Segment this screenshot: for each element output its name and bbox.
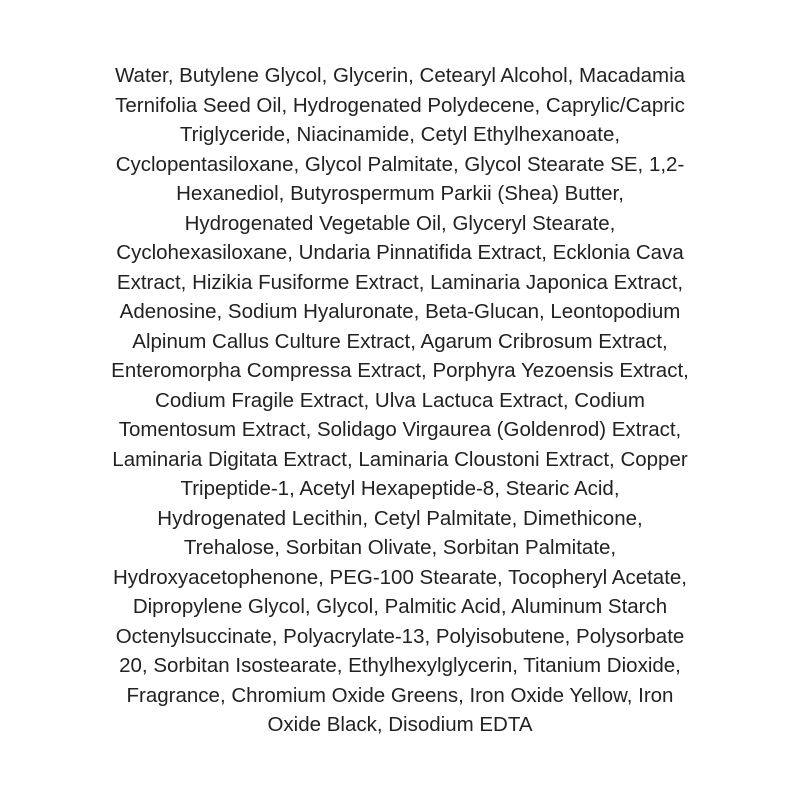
ingredients-line-15: Tripeptide-1, Acetyl Hexapeptide-8, Stearic Acid, [180,477,620,500]
ingredients-line-23: Oxide Black, Disodium EDTA [267,713,533,736]
ingredients-line-12: Codium Fragile Extract, Ulva Lactuca Extract, Codium [155,388,645,412]
ingredients-line-7: Cyclohexasiloxane, Undaria Pinnatifida Extract, Ecklonia Cava [116,241,684,264]
ingredients-line-8: Extract, Hizikia Fusiforme Extract, Laminaria Japonica Extract, [116,270,684,294]
ingredients-line-9: Adenosine, Sodium Hyaluronate, Beta-Glucan, Leontopodium [119,300,681,323]
ingredients-line-17: Trehalose, Sorbitan Olivate, Sorbitan Palmitate, [183,536,617,559]
ingredients-line-14: Laminaria Digitata Extract, Laminaria Cloustoni Extract, Copper [112,447,688,471]
ingredients-line-2: Ternifolia Seed Oil, Hydrogenated Polydecene, Caprylic/Capric [115,93,685,117]
ingredients-line-16: Hydrogenated Lecithin, Cetyl Palmitate, Dimethicone, [157,506,643,530]
ingredients-line-6: Hydrogenated Vegetable Oil, Glyceryl Stearate, [184,211,616,235]
ingredients-line-10: Alpinum Callus Culture Extract, Agarum Cribrosum Extract, [132,329,668,353]
ingredients-line-11: Enteromorpha Compressa Extract, Porphyra Yezoensis Extract, [111,359,689,382]
ingredients-line-18: Hydroxyacetophenone, PEG-100 Stearate, Tocopheryl Acetate, [113,565,687,589]
ingredients-line-4: Cyclopentasiloxane, Glycol Palmitate, Glycol Stearate SE, 1,2- [115,152,685,176]
ingredients-list [70,61,730,740]
ingredients-line-3: Triglyceride, Niacinamide, Cetyl Ethylhexanoate, [179,123,621,146]
ingredients-line-13: Tomentosum Extract, Solidago Virgaurea (Goldenrod) Extract, [118,418,682,441]
ingredients-line-20: Octenylsuccinate, Polyacrylate-13, Polyisobutene, Polysorbate [115,624,685,648]
ingredients-line-22: Fragrance, Chromium Oxide Greens, Iron Oxide Yellow, Iron [126,683,674,707]
ingredients-line-21: 20, Sorbitan Isostearate, Ethylhexylglycerin, Titanium Dioxide, [119,654,681,677]
ingredients-line-1: Water, Butylene Glycol, Glycerin, Cetearyl Alcohol, Macadamia [114,64,686,87]
ingredients-line-5: Hexanediol, Butyrospermum Parkii (Shea) Butter, [176,182,624,205]
ingredients-line-19: Dipropylene Glycol, Glycol, Palmitic Acid, Aluminum Starch [132,595,668,618]
